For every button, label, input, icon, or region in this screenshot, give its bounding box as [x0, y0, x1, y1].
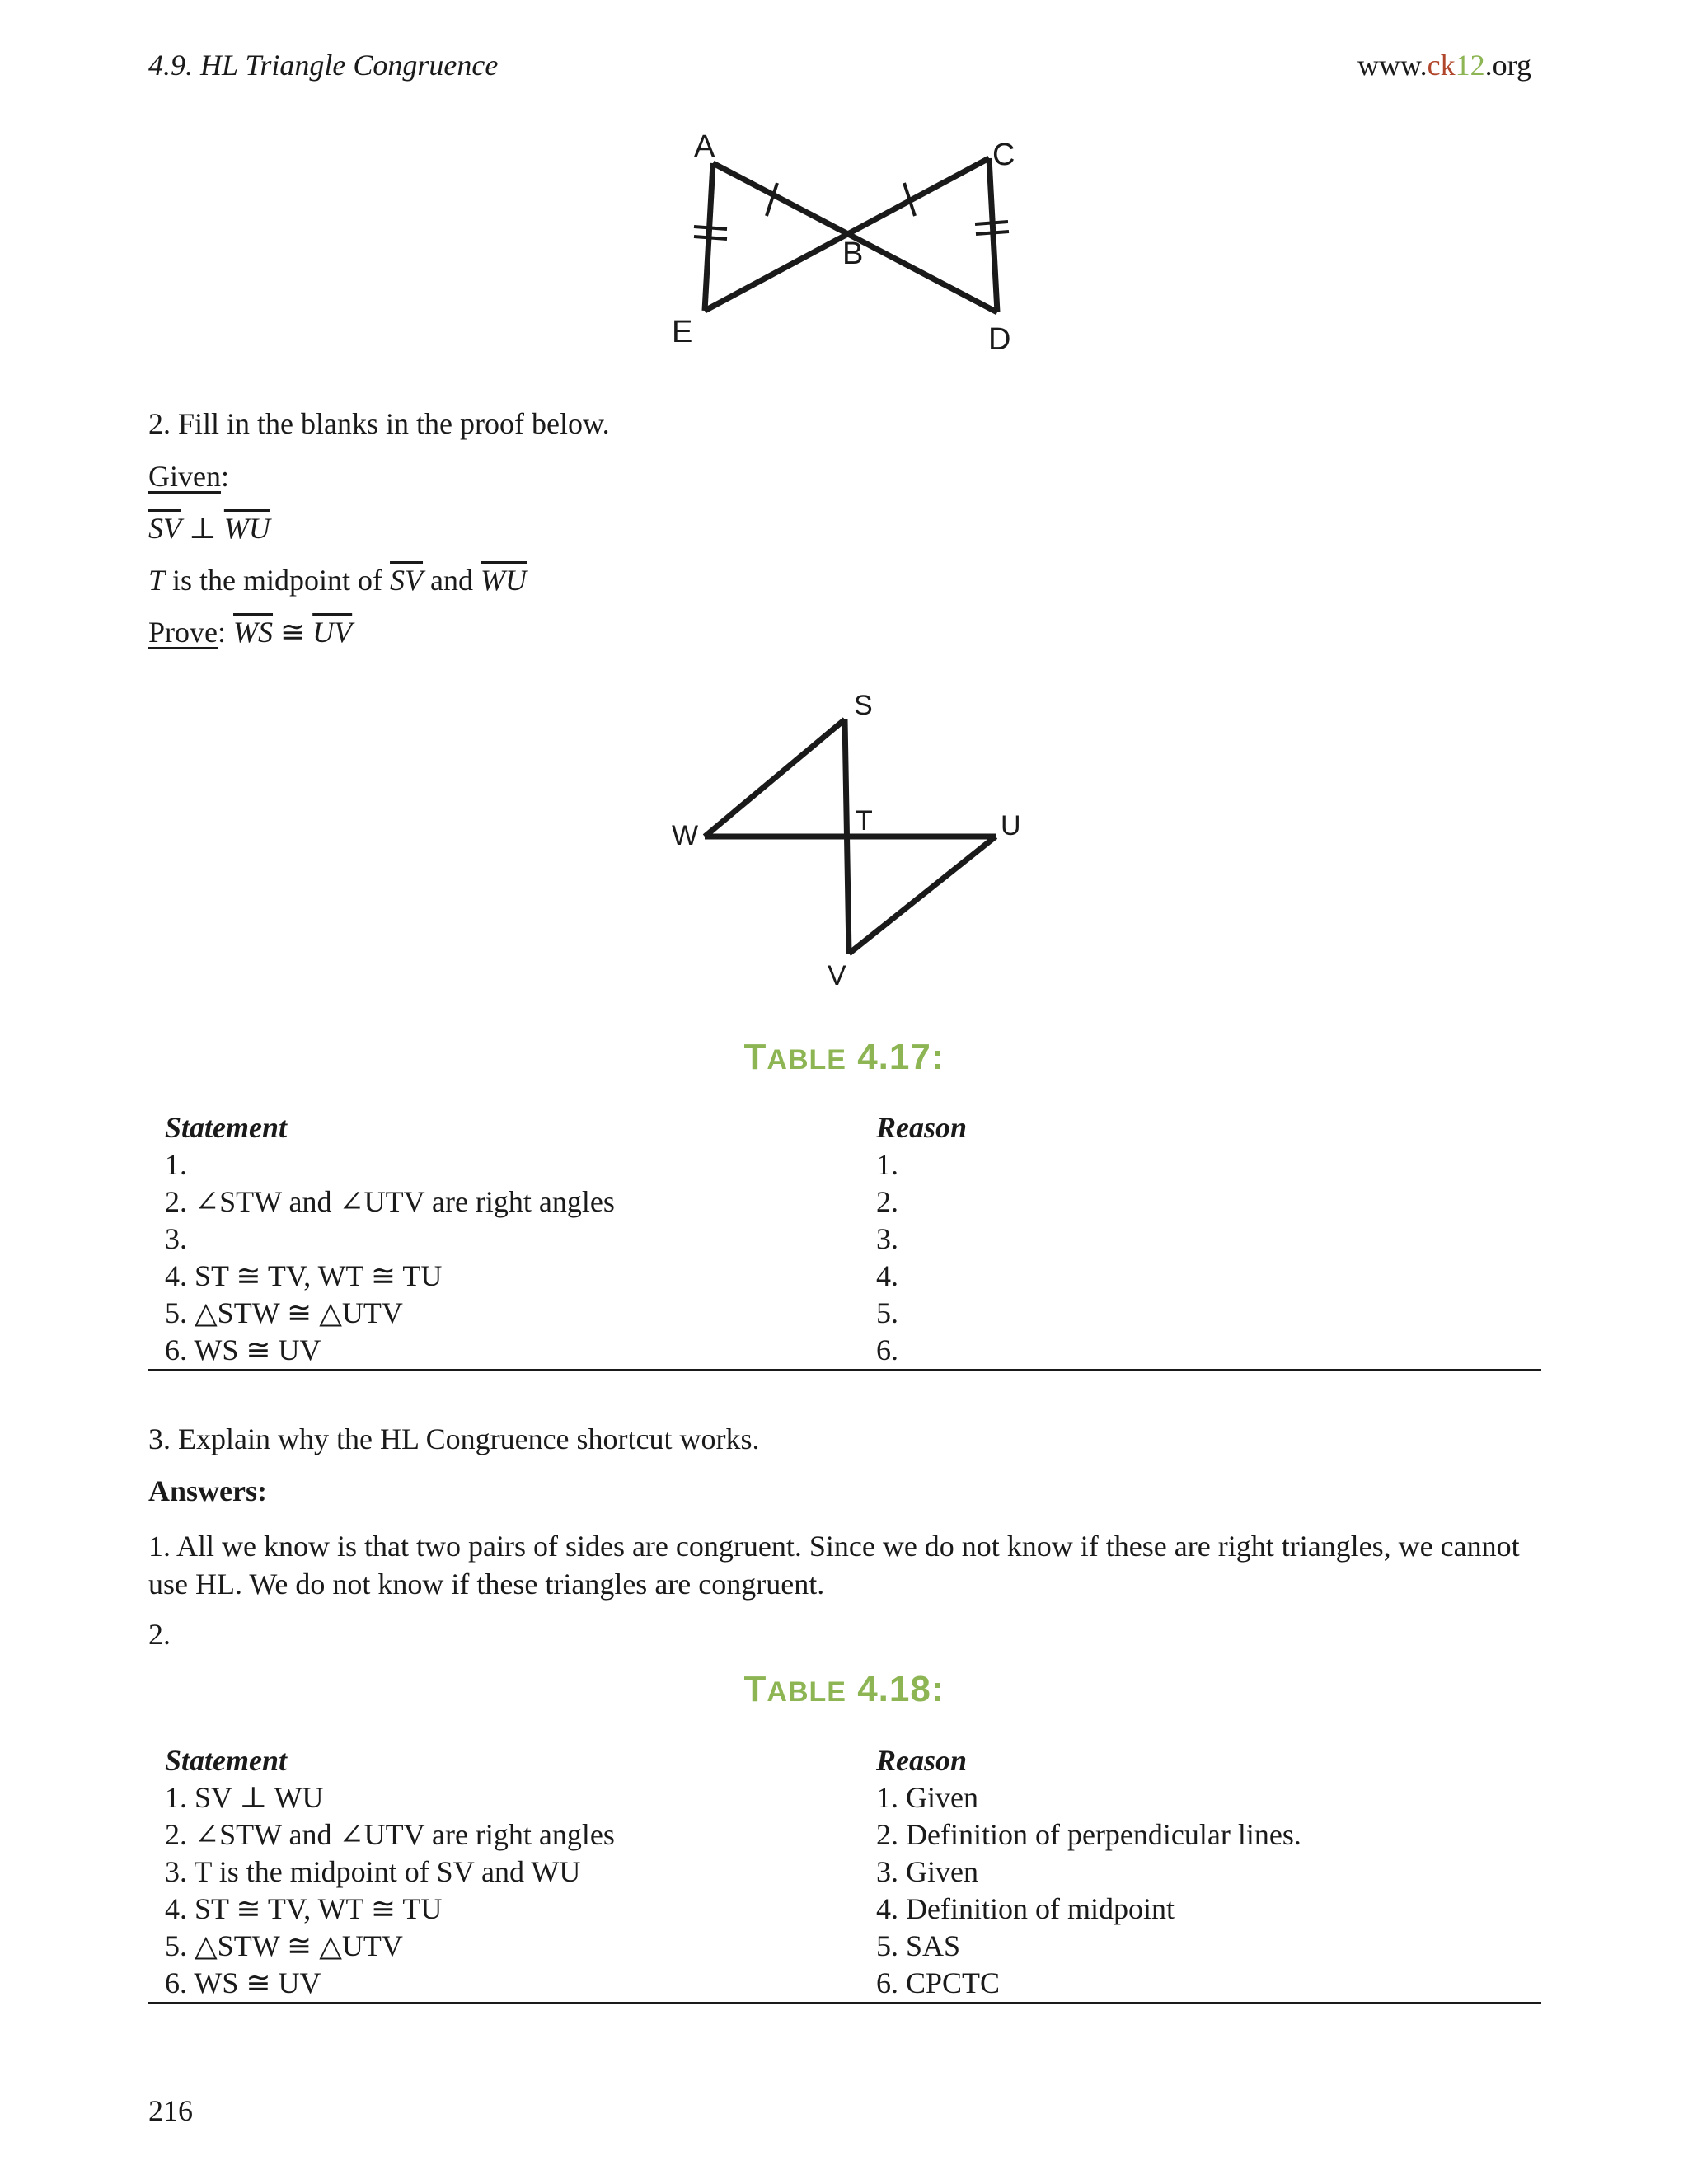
- table-row: [148, 1965, 1541, 2004]
- figure-bowtie-triangles: [643, 124, 1039, 363]
- reason-cell: 6. CPCTC: [876, 1966, 1001, 1999]
- segment-wu: $\overline{WU}$: [223, 512, 270, 545]
- table-4-17: [148, 1108, 1541, 1371]
- caption-t: T: [743, 1669, 767, 1709]
- header-reason: Reason: [876, 1111, 968, 1144]
- statement-cell: 3.: [165, 1222, 187, 1255]
- answer-2-label: 2.: [148, 1618, 171, 1651]
- table-caption-4-17: [0, 1037, 1688, 1078]
- table-row: [148, 1183, 1541, 1221]
- label-u: U: [1001, 810, 1021, 841]
- prove-colon: :: [218, 616, 234, 649]
- segment-sv: $\overline{SV}$: [390, 564, 424, 597]
- given-2-text: is the midpoint of: [165, 564, 391, 597]
- statement-cell: 3. T is the midpoint of SV and WU: [165, 1855, 581, 1888]
- site-ck: ck: [1427, 49, 1456, 82]
- given-label: Given: [148, 460, 221, 493]
- question-3: 3. Explain why the HL Congruence shortcut works.: [148, 1422, 760, 1455]
- segment-uv: $\overline{UV}$: [312, 616, 353, 649]
- running-header-section: 4.9. HL Triangle Congruence: [148, 49, 499, 82]
- table-row: [148, 1295, 1541, 1332]
- header-reason: Reason: [876, 1744, 968, 1777]
- point-t: T: [148, 564, 166, 597]
- caption-num: 4.17:: [846, 1037, 945, 1077]
- table-row: [148, 1891, 1541, 1928]
- caption-t: T: [743, 1037, 767, 1077]
- statement-cell: 1.: [165, 1148, 187, 1181]
- table-caption-4-18: [0, 1669, 1688, 1710]
- given-2-and: and: [423, 564, 481, 597]
- reason-cell: 2. Definition of perpendicular lines.: [876, 1818, 1301, 1851]
- site-prefix: www.: [1357, 49, 1428, 82]
- label-t: T: [856, 805, 873, 837]
- segment-ws: $\overline{WS}$: [233, 616, 274, 649]
- tick-ae-2: [694, 237, 727, 239]
- given-2: [148, 563, 527, 598]
- question-2-prompt: 2. Fill in the blanks in the proof below.: [148, 407, 610, 440]
- table-row: [148, 1928, 1541, 1965]
- running-header-site[interactable]: [1357, 48, 1531, 82]
- reason-cell: 1.: [876, 1148, 898, 1181]
- prove-label: Prove: [148, 616, 218, 649]
- statement-cell: 6. WS ≅ UV: [165, 1333, 321, 1366]
- segment-wu: $\overline{WU}$: [481, 564, 528, 597]
- tick-ae-1: [694, 227, 727, 229]
- segment-uv: [849, 837, 996, 954]
- reason-cell: 4. Definition of midpoint: [876, 1892, 1175, 1925]
- congruent-symbol: ≅: [273, 616, 313, 649]
- page-number: 216: [148, 2094, 193, 2127]
- reason-cell: 3. Given: [876, 1855, 978, 1888]
- header-statement: Statement: [165, 1111, 288, 1144]
- label-e: E: [672, 315, 693, 349]
- reason-cell: 2.: [876, 1185, 898, 1218]
- statement-cell: 4. ST ≅ TV, WT ≅ TU: [165, 1259, 443, 1292]
- label-c: C: [992, 138, 1015, 172]
- statement-cell: 2. ∠STW and ∠UTV are right angles: [165, 1185, 615, 1218]
- table-row: [148, 1146, 1541, 1183]
- statement-cell: 5. △STW ≅ △UTV: [165, 1296, 403, 1329]
- given-1: [148, 511, 270, 546]
- label-w: W: [672, 820, 699, 851]
- segment-sv: $\overline{SV}$: [148, 512, 181, 545]
- label-a: A: [694, 129, 715, 164]
- table-row: [148, 1816, 1541, 1854]
- caption-num: 4.18:: [846, 1669, 945, 1709]
- label-v: V: [828, 960, 846, 991]
- tick-cd-2: [976, 232, 1009, 234]
- answers-heading: Answers:: [148, 1474, 267, 1507]
- table-row: [148, 1779, 1541, 1816]
- label-d: D: [988, 322, 1011, 357]
- label-b: B: [842, 237, 864, 271]
- answer-1: 1. All we know is that two pairs of sides are congruent. Since we do not know if these are right triangles, we cannot use HL. We do not know if these triangles are congruent.: [148, 1530, 1520, 1601]
- statement-cell: 4. ST ≅ TV, WT ≅ TU: [165, 1892, 443, 1925]
- table-header-row: [148, 1108, 1541, 1146]
- reason-cell: 4.: [876, 1259, 898, 1292]
- statement-cell: 6. WS ≅ UV: [165, 1966, 321, 1999]
- tick-cd-1: [975, 222, 1008, 224]
- caption-able: ABLE: [767, 1044, 846, 1076]
- segment-cd: [989, 158, 997, 312]
- reason-cell: 6.: [876, 1333, 898, 1366]
- table-row: [148, 1221, 1541, 1258]
- label-s: S: [854, 690, 873, 721]
- table-4-18: [148, 1741, 1541, 2004]
- given-colon: :: [220, 460, 229, 493]
- site-suffix: .org: [1484, 49, 1531, 82]
- given-line: [148, 459, 229, 494]
- statement-cell: 5. △STW ≅ △UTV: [165, 1929, 403, 1962]
- reason-cell: 5.: [876, 1296, 898, 1329]
- reason-cell: 5. SAS: [876, 1929, 961, 1962]
- segment-ws: [705, 719, 845, 837]
- statement-cell: 2. ∠STW and ∠UTV are right angles: [165, 1818, 615, 1851]
- reason-cell: 3.: [876, 1222, 898, 1255]
- caption-able: ABLE: [767, 1676, 846, 1708]
- header-statement: Statement: [165, 1744, 288, 1777]
- reason-cell: 1. Given: [876, 1781, 978, 1814]
- table-row: [148, 1258, 1541, 1295]
- statement-cell: 1. SV ⊥ WU: [165, 1781, 324, 1814]
- tick-ab: [767, 183, 777, 216]
- site-12: 12: [1455, 49, 1485, 82]
- figure-stw-utv: [659, 688, 1039, 993]
- prove-line: [148, 615, 352, 649]
- perp-symbol: ⊥: [181, 512, 224, 545]
- table-row: [148, 1332, 1541, 1371]
- table-row: [148, 1854, 1541, 1891]
- table-header-row: [148, 1741, 1541, 1779]
